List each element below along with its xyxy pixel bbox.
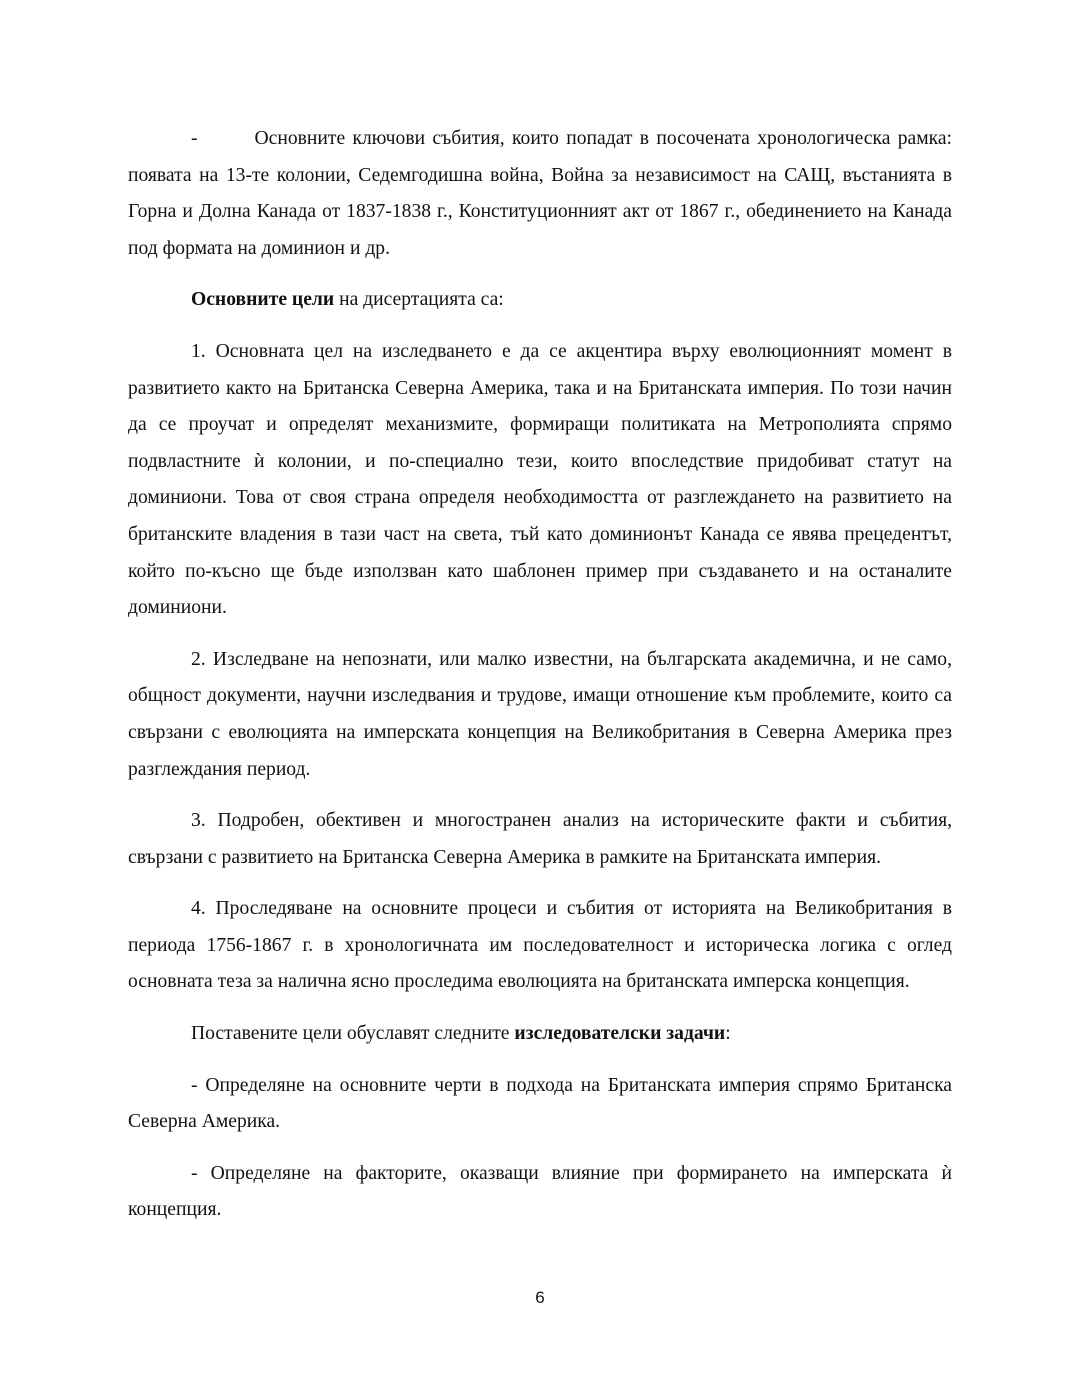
document-body [128, 121, 952, 1244]
paragraph-key-events [128, 121, 952, 267]
main-goals-bold: Основните цели [191, 289, 335, 311]
paragraph-research-tasks-heading [128, 1016, 952, 1053]
research-tasks-tail: : [725, 1023, 731, 1045]
paragraph-goal-1: 1. Основната цел на изследването е да се акцентира върху еволюционният момент в развитието както на Британска Северна Америка, така и на Британската империя. По този начин да се проучат и определят механизмите, формиращи политиката на Метрополията спрямо подвластните ѝ колонии, и по-специално тези, които впоследствие придобиват статут на доминиони. Това от своя страна определя необходимостта от разглеждането на развитието на британските владения в тази част на света, тъй като доминионът Канада се явява прецедентът, който по-късно ще бъде използван като шаблонен пример при създаването и на останалите доминиони. [128, 340, 952, 619]
paragraph-goal-3: 3. Подробен, обективен и многостранен анализ на историческите факти и събития, свързани с развитието на Британска Северна Америка в рамките на Британската империя. [128, 810, 952, 868]
research-tasks-bold: изследователски задачи [514, 1023, 726, 1045]
paragraph-goal-4: 4. Проследяване на основните процеси и събития от историята на Великобритания в периода 1756-1867 г. в хронологичната им последователност и историческа логика с оглед основната теза за налична ясно проследима еволюцията на британската имперска концепция. [128, 898, 952, 993]
main-goals-rest: на дисертацията са: [334, 289, 504, 311]
research-tasks-lead: Поставените цели обуславят следните [191, 1023, 515, 1045]
paragraph-task-1: - Определяне на основните черти в подхода на Британската империя спрямо Британска Северна Америка. [128, 1074, 952, 1133]
key-events-text: Основните ключови събития, които попадат в посочената хронологическа рамка: появата на 13-те колонии, Седемгодишна война, Война за независимост на САЩ, въстанията в Горна и Долна Канада от 1837-1838 г., Конституционният акт от 1867 г., обединението на Канада под формата на доминион и др. [128, 128, 952, 259]
paragraph-main-goals-heading [128, 282, 952, 319]
list-dash: - [191, 128, 198, 149]
paragraph-goal-2: 2. Изследване на непознати, или малко известни, на българската академична, и не само, общност документи, научни изследвания и трудове, имащи отношение към проблемите, които са свързани с еволюцията на имперската концепция на Великобритания в Северна Америка през разглеждания период. [128, 648, 952, 780]
paragraph-task-2: - Определяне на факторите, оказващи влияние при формирането на имперската ѝ концепция. [128, 1162, 952, 1221]
page-number: 6 [535, 1288, 545, 1307]
